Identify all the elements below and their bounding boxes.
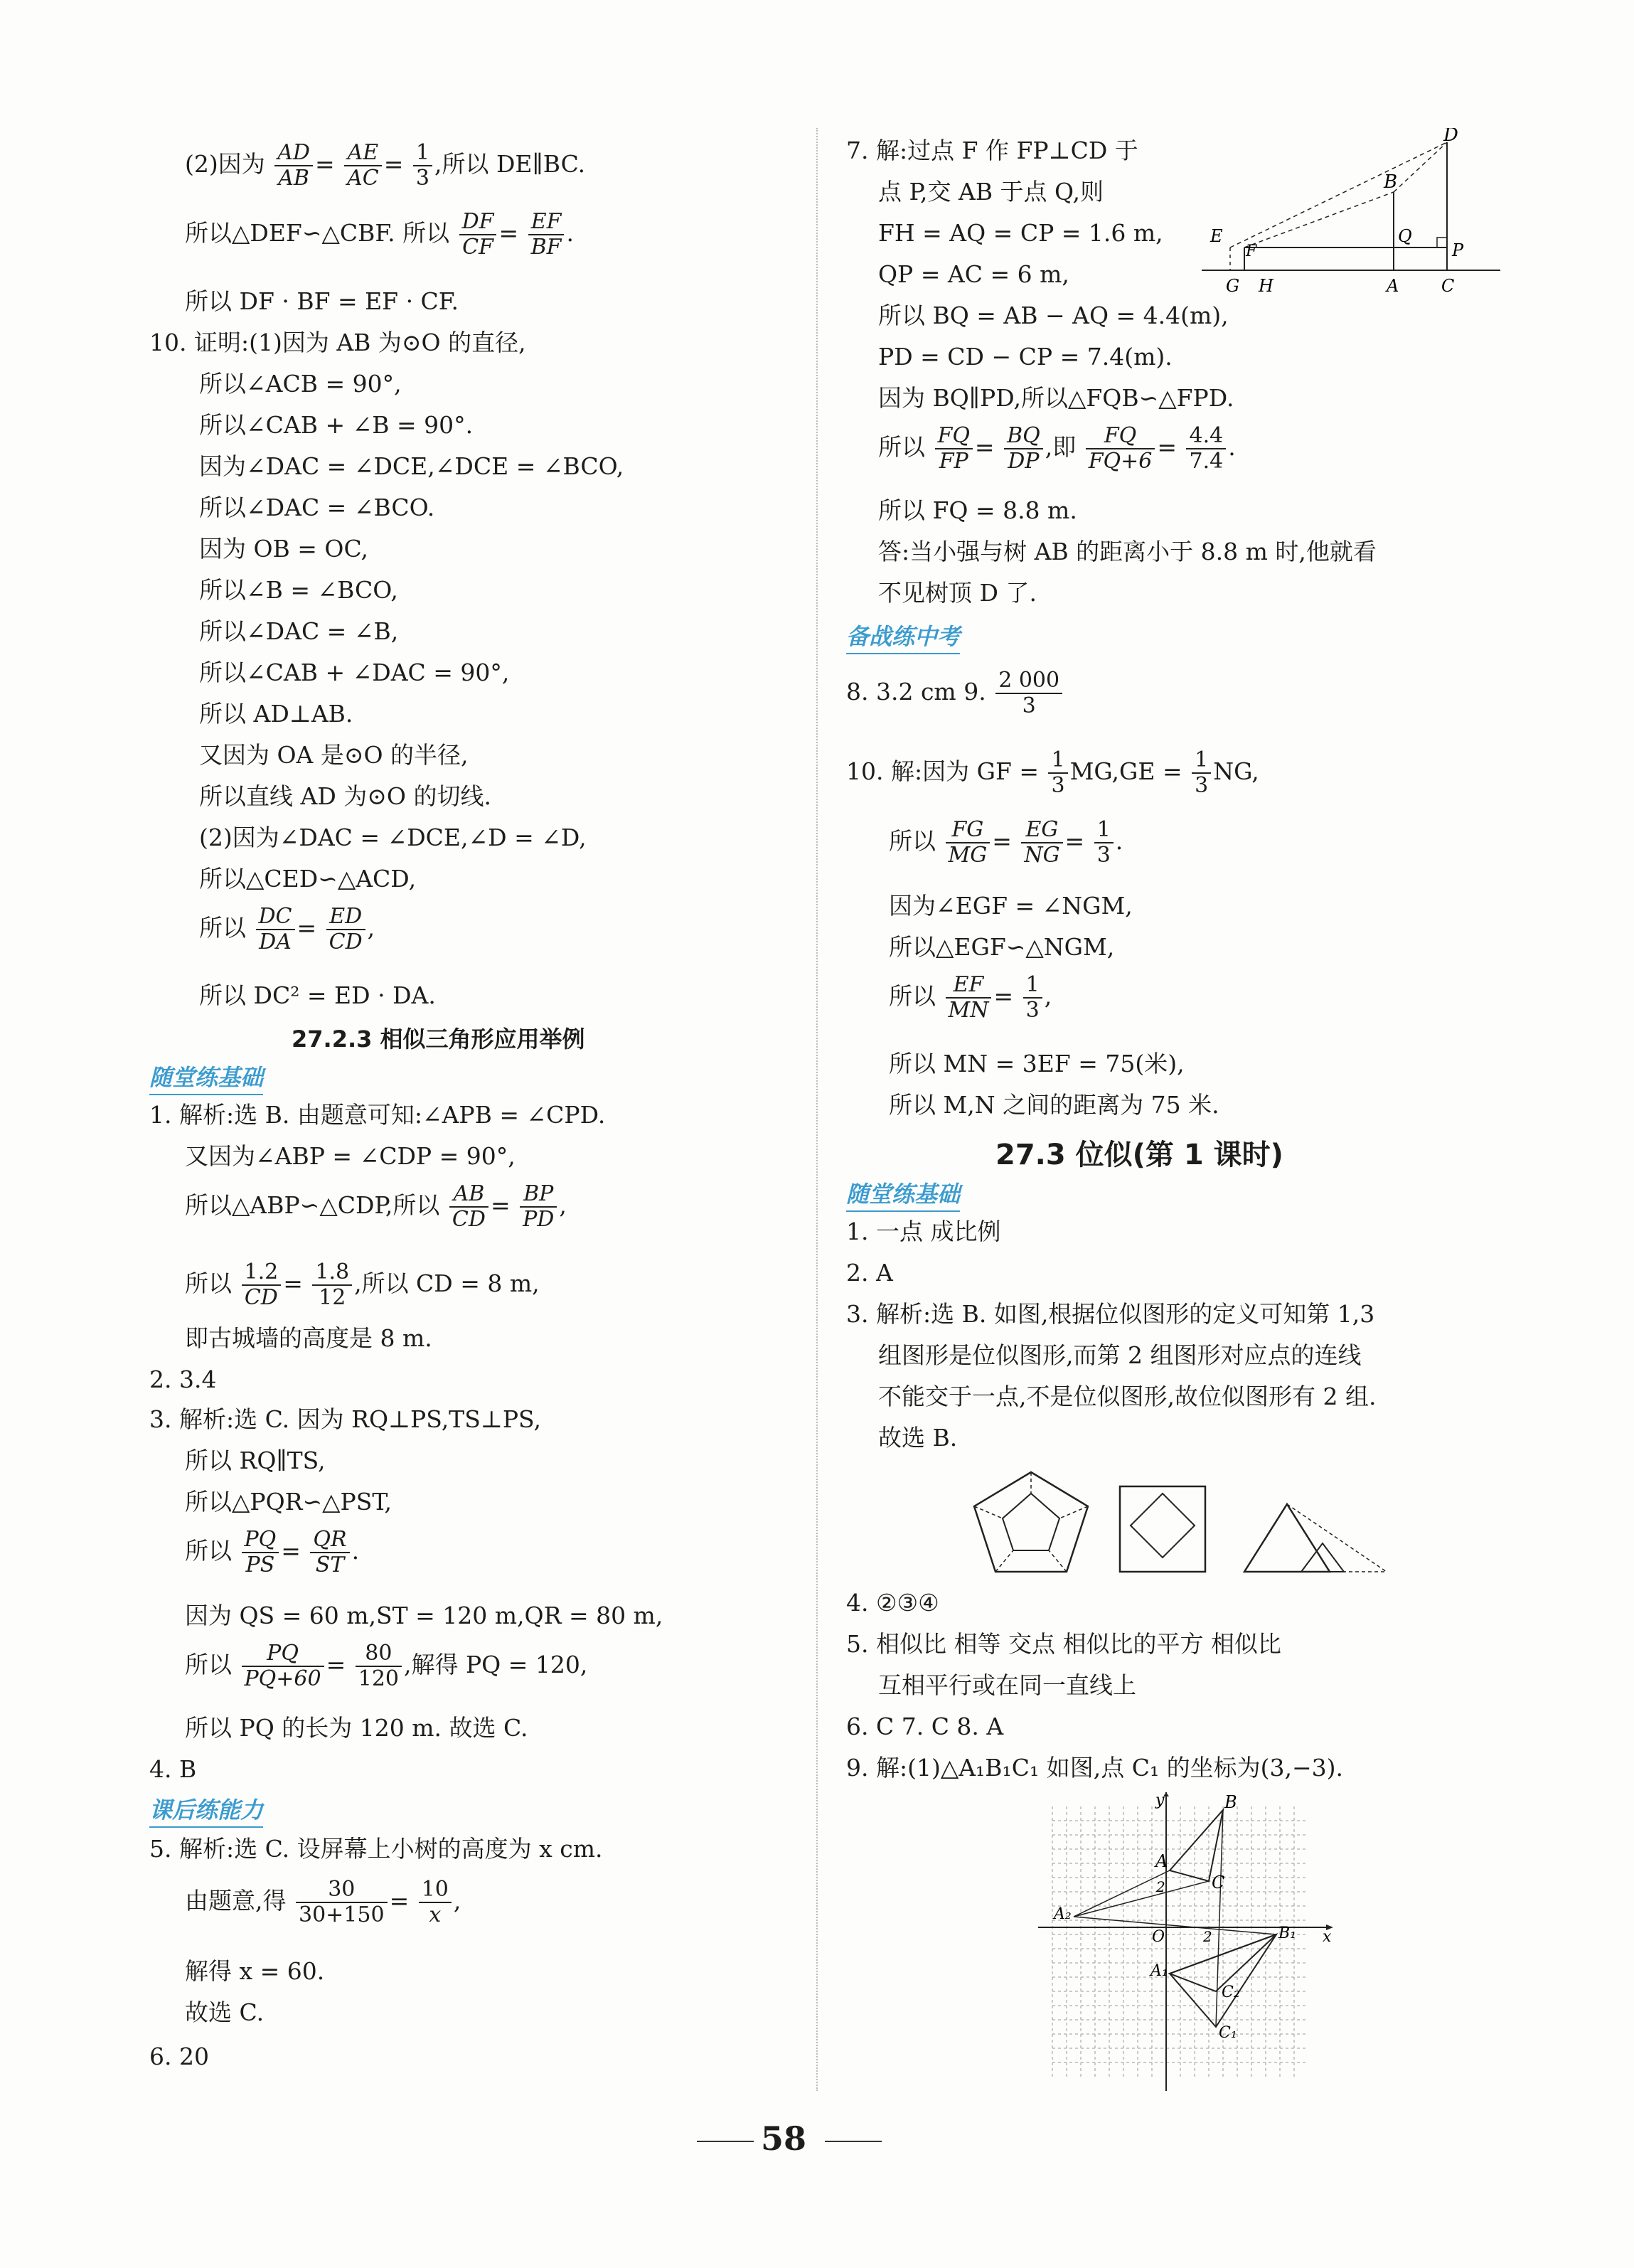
homothety-figures xyxy=(967,1465,1415,1586)
line: 所以直线 AD 为⊙O 的切线. xyxy=(199,782,491,810)
label-q: Q xyxy=(1398,226,1412,246)
line: 所以△EGF∽△NGM, xyxy=(889,933,1115,961)
fraction: $\frac{EF}{MN}$ xyxy=(946,973,992,1023)
line: 6. 20 xyxy=(149,2043,209,2070)
label-a: A xyxy=(1155,1851,1168,1871)
label-o: O xyxy=(1152,1928,1165,1946)
section-tag: 课后练能力 xyxy=(149,1792,263,1828)
label-c2: C₂ xyxy=(1222,1984,1240,2001)
fraction: $\frac{FQ}{FP}$ xyxy=(935,424,973,474)
tree-sight-diagram xyxy=(1202,128,1515,306)
label-c1: C₁ xyxy=(1219,2024,1237,2042)
fraction: $\frac{AD}{AB}$ xyxy=(274,141,313,191)
line: 所以△ABP∽△CDP,所以 $\frac{AB}{CD}$ = $\frac{BP}{PD}$ , xyxy=(185,1181,567,1232)
fraction: $\frac{1}{3}$ xyxy=(1048,748,1067,798)
line: 3. 解析:选 B. 如图,根据位似图形的定义可知第 1,3 xyxy=(846,1300,1375,1328)
label-b1: B₁ xyxy=(1278,1924,1296,1942)
line: 所以 $\frac{EF}{MN}$ = $\frac{1}{3}$ , xyxy=(889,972,1052,1023)
line: 1. 解析:选 B. 由题意可知:∠APB = ∠CPD. xyxy=(149,1101,606,1129)
line: 所以△DEF∽△CBF. 所以 $\frac{DF}{CF}$ = $\frac{EF}{BF}$ . xyxy=(185,209,574,260)
line: 10. 证明:(1)因为 AB 为⊙O 的直径, xyxy=(149,329,526,356)
fraction: $\frac{1}{3}$ xyxy=(1094,818,1114,868)
fraction: $\frac{EF}{BF}$ xyxy=(528,210,565,260)
line: 所以 $\frac{PQ}{PQ+60}$ = $\frac{80}{120}$ ,解得 PQ = 120, xyxy=(185,1641,588,1691)
fraction: $\frac{1}{3}$ xyxy=(413,141,432,191)
line: 点 P,交 AB 于点 Q,则 xyxy=(878,178,1104,206)
line: 因为 QS = 60 m,ST = 120 m,QR = 80 m, xyxy=(185,1602,663,1629)
line: 所以∠B = ∠BCO, xyxy=(199,576,398,604)
line: 2. A xyxy=(846,1259,893,1287)
line: 9. 解:(1)△A₁B₁C₁ 如图,点 C₁ 的坐标为(3,−3). xyxy=(846,1754,1344,1782)
line: 又因为∠ABP = ∠CDP = 90°, xyxy=(185,1142,516,1170)
line: 所以 DC² = ED · DA. xyxy=(199,981,436,1009)
line: 4. B xyxy=(149,1755,197,1783)
line: 所以 $\frac{FG}{MG}$ = $\frac{EG}{NG}$ = $\frac{1}{3}$ . xyxy=(889,817,1123,868)
line: 所以 DF · BF = EF · CF. xyxy=(185,287,459,315)
label-c: C xyxy=(1212,1873,1225,1892)
label-a2: A₂ xyxy=(1054,1905,1072,1923)
line: 所以∠DAC = ∠BCO. xyxy=(199,494,435,521)
line: 1. 一点 成比例 xyxy=(846,1218,1001,1245)
section-tag: 随堂练基础 xyxy=(149,1060,263,1095)
line: FH = AQ = CP = 1.6 m, xyxy=(878,219,1163,247)
label-a: A xyxy=(1387,276,1399,296)
line: 不见树顶 D 了. xyxy=(878,579,1037,607)
page-number-rule-right xyxy=(825,2141,882,2142)
line: 所以 $\frac{PQ}{PS}$ = $\frac{QR}{ST}$ . xyxy=(185,1527,360,1577)
section-heading: 27.2.3 相似三角形应用举例 xyxy=(292,1026,585,1053)
column-divider xyxy=(816,128,818,2091)
fraction: $\frac{PQ}{PS}$ xyxy=(242,1528,279,1577)
label-e: E xyxy=(1210,226,1223,246)
fraction: $\frac{ED}{CD}$ xyxy=(326,905,365,954)
fraction: $\frac{BQ}{DP}$ xyxy=(1004,424,1043,474)
line: 由题意,得 $\frac{30}{30+150}$ = $\frac{10}{x}$ , xyxy=(185,1877,461,1927)
line: 10. 解:因为 GF = $\frac{1}{3}$ MG,GE = $\frac{1}{3}$ NG, xyxy=(846,747,1259,798)
label-g: G xyxy=(1226,276,1240,296)
line: 答:当小强与树 AB 的距离小于 8.8 m 时,他就看 xyxy=(878,538,1377,565)
line: 2. 3.4 xyxy=(149,1365,217,1393)
fraction: $\frac{DF}{CF}$ xyxy=(459,210,497,260)
line: 所以 RQ∥TS, xyxy=(185,1447,326,1474)
section-tag: 随堂练基础 xyxy=(846,1176,960,1212)
line: 3. 解析:选 C. 因为 RQ⊥PS,TS⊥PS, xyxy=(149,1405,541,1433)
label-c: C xyxy=(1441,276,1455,296)
label-a1: A₁ xyxy=(1150,1962,1168,1980)
line: 所以∠DAC = ∠B, xyxy=(199,617,399,645)
label-y: y xyxy=(1155,1792,1165,1809)
page-number: 58 xyxy=(761,2119,807,2158)
line: 因为 BQ∥PD,所以△FQB∽△FPD. xyxy=(878,384,1234,412)
line: QP = AC = 6 m, xyxy=(878,260,1069,288)
page-number-rule-left xyxy=(697,2141,754,2142)
section-heading: 27.3 位似(第 1 课时) xyxy=(995,1139,1283,1171)
line: 5. 相似比 相等 交点 相似比的平方 相似比 xyxy=(846,1630,1281,1658)
fraction: $\frac{DC}{DA}$ xyxy=(256,905,295,954)
fraction: $\frac{BP}{PD}$ xyxy=(520,1182,557,1232)
line: 所以 PQ 的长为 120 m. 故选 C. xyxy=(185,1714,528,1742)
label-h: H xyxy=(1259,276,1273,296)
line: 即古城墙的高度是 8 m. xyxy=(185,1324,432,1352)
label-f: F xyxy=(1246,243,1257,260)
line: 所以 BQ = AB − AQ = 4.4(m), xyxy=(878,302,1229,329)
label-b: B xyxy=(1384,171,1398,193)
line: 故选 B. xyxy=(878,1424,958,1452)
fraction: $\frac{AE}{AC}$ xyxy=(344,141,382,191)
line: 解得 x = 60. xyxy=(185,1957,325,1985)
line: 所以 $\frac{FQ}{FP}$ = $\frac{BQ}{DP}$ ,即 $\frac{FQ}{FQ+6}$ = $\frac{4.4}{7.4}$ . xyxy=(878,423,1236,474)
tick-2-y: 2 xyxy=(1156,1878,1165,1895)
line: 所以∠CAB + ∠DAC = 90°, xyxy=(199,659,510,686)
line: 5. 解析:选 C. 设屏幕上小树的高度为 x cm. xyxy=(149,1835,603,1863)
line: 又因为 OA 是⊙O 的半径, xyxy=(199,741,469,769)
label-p: P xyxy=(1452,240,1464,260)
line: 所以∠CAB + ∠B = 90°. xyxy=(199,411,474,439)
fraction: $\frac{1.8}{12}$ xyxy=(312,1260,352,1310)
line: 所以 $\frac{DC}{DA}$ = $\frac{ED}{CD}$ , xyxy=(199,904,375,954)
fraction: $\frac{2 000}{3}$ xyxy=(995,669,1062,718)
coordinate-grid-figure xyxy=(1038,1792,1337,2091)
line: 7. 解:过点 F 作 FP⊥CD 于 xyxy=(846,137,1138,164)
line: 所以 $\frac{1.2}{CD}$ = $\frac{1.8}{12}$ ,所以 CD = 8 m, xyxy=(185,1260,540,1310)
fraction: $\frac{80}{120}$ xyxy=(356,1641,402,1691)
line: 所以△PQR∽△PST, xyxy=(185,1488,392,1516)
line: 所以△CED∽△ACD, xyxy=(199,865,417,893)
fraction: $\frac{FQ}{FQ+6}$ xyxy=(1086,424,1155,474)
fraction: $\frac{AB}{CD}$ xyxy=(449,1182,488,1232)
fraction: $\frac{EG}{NG}$ xyxy=(1021,818,1062,868)
line: 所以 AD⊥AB. xyxy=(199,700,353,728)
line: 因为 OB = OC, xyxy=(199,535,369,563)
fraction: $\frac{10}{x}$ xyxy=(419,1878,452,1927)
label-x: x xyxy=(1323,1928,1332,1946)
line: 所以∠ACB = 90°, xyxy=(199,370,402,398)
line: 因为∠DAC = ∠DCE,∠DCE = ∠BCO, xyxy=(199,452,624,480)
line: PD = CD − CP = 7.4(m). xyxy=(878,343,1173,371)
fraction: $\frac{PQ}{PQ+60}$ xyxy=(242,1641,324,1691)
label-d: D xyxy=(1443,128,1458,146)
line: 所以 FQ = 8.8 m. xyxy=(878,496,1077,524)
line: 所以 M,N 之间的距离为 75 米. xyxy=(889,1091,1219,1119)
line: 不能交于一点,不是位似图形,故位似图形有 2 组. xyxy=(878,1383,1377,1410)
line: (2)因为∠DAC = ∠DCE,∠D = ∠D, xyxy=(199,824,587,851)
fraction: $\frac{1}{3}$ xyxy=(1192,748,1211,798)
line: 6. C 7. C 8. A xyxy=(846,1713,1004,1740)
line: 组图形是位似图形,而第 2 组图形对应点的连线 xyxy=(878,1341,1362,1369)
line: 因为∠EGF = ∠NGM, xyxy=(889,892,1133,920)
fraction: $\frac{1}{3}$ xyxy=(1023,973,1042,1023)
fraction: $\frac{FG}{MG}$ xyxy=(946,818,990,868)
tick-2-x: 2 xyxy=(1203,1928,1212,1945)
fraction: $\frac{1.2}{CD}$ xyxy=(242,1260,282,1310)
section-tag: 备战练中考 xyxy=(846,619,960,654)
line: 互相平行或在同一直线上 xyxy=(878,1671,1136,1699)
line: 故选 C. xyxy=(185,1998,265,2026)
label-b: B xyxy=(1224,1792,1237,1812)
line: (2)因为 $\frac{AD}{AB}$ = $\frac{AE}{AC}$ = $\frac{1}{3}$ ,所以 DE∥BC. xyxy=(185,140,586,191)
line: 所以 MN = 3EF = 75(米), xyxy=(889,1050,1185,1077)
fraction: $\frac{30}{30+150}$ xyxy=(296,1878,388,1927)
fraction: $\frac{QR}{ST}$ xyxy=(310,1528,349,1577)
fraction: $\frac{4.4}{7.4}$ xyxy=(1186,424,1226,474)
line: 8. 3.2 cm 9. $\frac{2 000}{3}$ xyxy=(846,669,1064,718)
line: 4. ②③④ xyxy=(846,1589,939,1617)
